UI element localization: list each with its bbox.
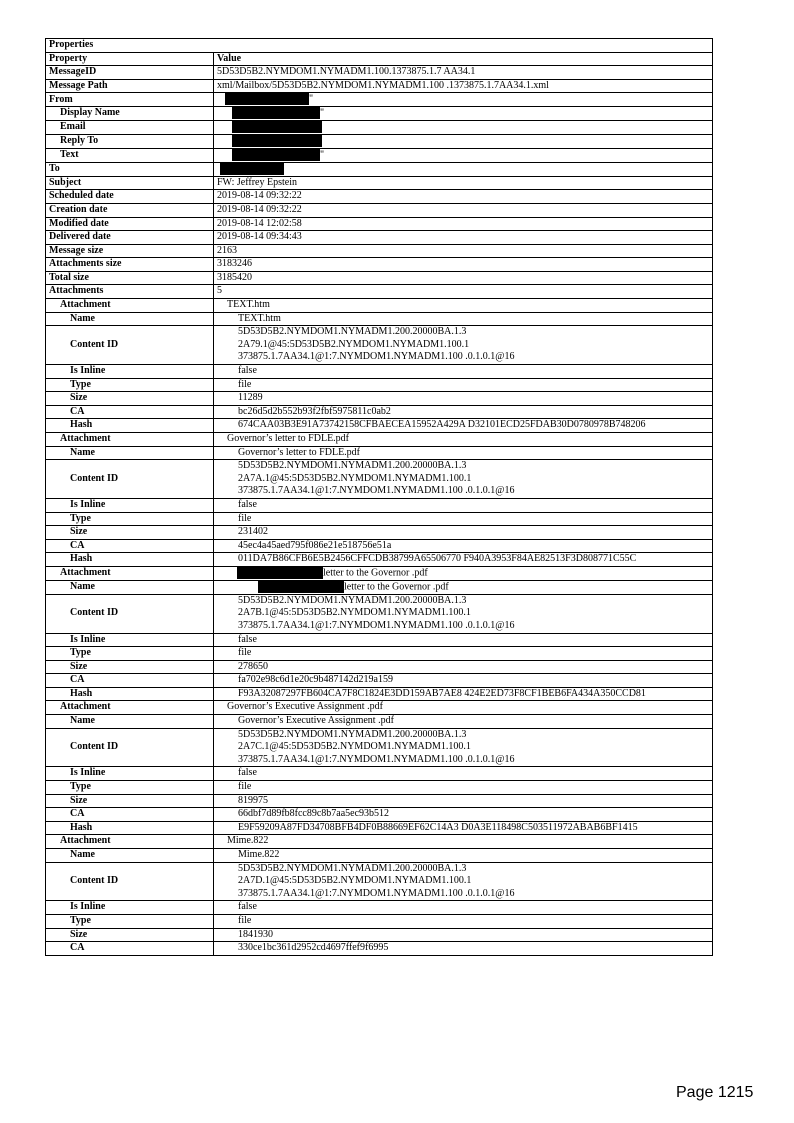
property-name: CA (46, 405, 214, 419)
redaction-box (232, 149, 320, 161)
property-value-text: 5 (217, 285, 222, 297)
property-value (214, 107, 713, 121)
property-value-text: letter to the Governor .pdf (344, 581, 449, 593)
property-name: CA (46, 539, 214, 553)
property-value (214, 244, 713, 258)
property-value-text: false (238, 633, 257, 645)
property-value-text: 5D53D5B2.NYMDOM1.NYMADM1.200.20000BA.1.3 2A7D.1@45:5D53D5B2.NYMDOM1.NYMADM1.100.1 373875.1.7AA34.1@1:7.NYMDOM1.NYMADM1.100 .0.1.0.1@16 (238, 862, 515, 899)
column-header-property: Property (46, 52, 214, 66)
property-value (214, 79, 713, 93)
property-value (214, 148, 713, 162)
property-value (214, 794, 713, 808)
table-row (46, 378, 713, 392)
table-row (46, 566, 713, 580)
property-value (214, 326, 713, 365)
table-row (46, 715, 713, 729)
table-row (46, 217, 713, 231)
property-value (214, 498, 713, 512)
table-row (46, 299, 713, 313)
table-row (46, 433, 713, 447)
property-value (214, 392, 713, 406)
property-value-text: 3183246 (217, 258, 252, 270)
table-row (46, 498, 713, 512)
table-row (46, 121, 713, 135)
property-value-text: 278650 (238, 660, 268, 672)
table-row (46, 460, 713, 499)
property-value (214, 285, 713, 299)
table-row (46, 66, 713, 80)
property-name: To (46, 162, 214, 176)
table-row (46, 928, 713, 942)
property-name: Content ID (46, 594, 214, 633)
property-value (214, 93, 713, 107)
property-name: Is Inline (46, 633, 214, 647)
table-row (46, 701, 713, 715)
property-value (214, 460, 713, 499)
table-row (46, 594, 713, 633)
property-value-text: 2019-08-14 09:32:22 (217, 203, 302, 215)
property-name: Attachment (46, 433, 214, 447)
property-value-text: TEXT.htm (227, 299, 270, 311)
property-name: Hash (46, 821, 214, 835)
table-row (46, 862, 713, 901)
property-value-text: 330ce1bc361d2952cd4697ffef9f6995 (238, 942, 389, 954)
property-value-text: 3185420 (217, 271, 252, 283)
property-name: Hash (46, 687, 214, 701)
property-name: Is Inline (46, 901, 214, 915)
property-value (214, 231, 713, 245)
property-name: Type (46, 781, 214, 795)
property-name: Delivered date (46, 231, 214, 245)
property-name: Reply To (46, 135, 214, 149)
property-value-text: xml/Mailbox/5D53D5B2.NYMDOM1.NYMADM1.100 .1373875.1.7AA34.1.xml (217, 79, 549, 91)
property-value-text: TEXT.htm (238, 312, 281, 324)
property-name: Size (46, 928, 214, 942)
table-row (46, 271, 713, 285)
property-value-text: 5D53D5B2.NYMDOM1.NYMADM1.200.20000BA.1.3 2A7A.1@45:5D53D5B2.NYMDOM1.NYMADM1.100.1 373875.1.7AA34.1@1:7.NYMDOM1.NYMADM1.100 .0.1.0.1@16 (238, 460, 515, 497)
property-value (214, 365, 713, 379)
property-name: Size (46, 794, 214, 808)
property-name: Name (46, 312, 214, 326)
table-row (46, 392, 713, 406)
table-row (46, 781, 713, 795)
table-row (46, 687, 713, 701)
property-value (214, 405, 713, 419)
property-value (214, 728, 713, 767)
table-row (46, 901, 713, 915)
page-number: Page 1215 (676, 1084, 754, 1101)
table-row (46, 674, 713, 688)
table-row (46, 633, 713, 647)
property-name: CA (46, 808, 214, 822)
property-value (214, 203, 713, 217)
property-name: Scheduled date (46, 190, 214, 204)
table-row (46, 135, 713, 149)
property-value (214, 942, 713, 956)
table-row (46, 312, 713, 326)
property-value (214, 176, 713, 190)
property-value-text: 2163 (217, 244, 237, 256)
property-value-text: file (238, 914, 252, 926)
property-value (214, 566, 713, 580)
table-row (46, 365, 713, 379)
property-value-text: file (238, 378, 252, 390)
property-name: Content ID (46, 728, 214, 767)
table-row (46, 326, 713, 365)
property-value (214, 594, 713, 633)
table-row (46, 553, 713, 567)
property-value (214, 217, 713, 231)
property-name: Subject (46, 176, 214, 190)
property-name: From (46, 93, 214, 107)
property-value-text: 66dbf7d89fb8fcc89c8b7aa5ec93b512 (238, 808, 390, 820)
redaction-box (225, 93, 309, 105)
property-name: Attachments (46, 285, 214, 299)
property-name: MessageID (46, 66, 214, 80)
property-value-text: F93A32087297FB604CA7F8C1824E3DD159AB7AE8 424E2ED73F8CF1BEB6FA434A350CCD81 (238, 687, 646, 699)
table-row (46, 728, 713, 767)
property-value-text: file (238, 647, 252, 659)
table-title: Properties (46, 39, 713, 53)
property-value-text: 231402 (238, 526, 268, 538)
property-value-text: 674CAA03B3E91A73742158CFBAECEA15952A429A D32101ECD25FDAB30D0780978B748206 (238, 419, 646, 431)
property-name: Content ID (46, 326, 214, 365)
property-value-text: bc26d5d2b552b93f2fbf5975811c0ab2 (238, 405, 391, 417)
property-value (214, 767, 713, 781)
property-name: Type (46, 647, 214, 661)
property-value (214, 162, 713, 176)
redaction-box (258, 581, 344, 593)
property-name: Size (46, 392, 214, 406)
property-value-text: Mime.822 (238, 849, 280, 860)
property-value-text: 2019-08-14 12:02:58 (217, 217, 302, 229)
property-value-text: fa702e98c6d1e20c9b487142d219a159 (238, 674, 393, 686)
property-value (214, 647, 713, 661)
table-row (46, 539, 713, 553)
property-value-text: false (238, 767, 257, 779)
property-value (214, 901, 713, 915)
property-name: Total size (46, 271, 214, 285)
property-name: Is Inline (46, 498, 214, 512)
property-value-text: false (238, 498, 257, 510)
property-name: Creation date (46, 203, 214, 217)
property-value-text: 819975 (238, 794, 268, 806)
property-value (214, 928, 713, 942)
property-name: Hash (46, 419, 214, 433)
property-value (214, 633, 713, 647)
property-value (214, 419, 713, 433)
table-row (46, 942, 713, 956)
property-value-text: Governor’s Executive Assignment .pdf (238, 715, 394, 727)
property-name: Content ID (46, 862, 214, 901)
table-row (46, 148, 713, 162)
property-name: Name (46, 849, 214, 863)
properties-table (45, 38, 713, 956)
property-value (214, 121, 713, 135)
table-row (46, 79, 713, 93)
property-name: Name (46, 715, 214, 729)
property-value-text: 5D53D5B2.NYMDOM1.NYMADM1.100.1373875.1.7 AA34.1 (217, 66, 476, 78)
property-value-text: 011DA7B86CFB6E5B2456CFFCDB38799A65506770 F940A3953F84AE82513F3D808771C55C (238, 553, 637, 565)
property-value-text: letter to the Governor .pdf (323, 567, 428, 579)
table-row (46, 107, 713, 121)
property-name: Type (46, 914, 214, 928)
property-name: Display Name (46, 107, 214, 121)
property-value (214, 781, 713, 795)
property-value-text: 1841930 (238, 928, 273, 940)
redaction-box (237, 567, 323, 579)
property-value (214, 701, 713, 715)
column-header-value: Value (214, 52, 713, 66)
property-value-text: Mime.822 (227, 835, 269, 847)
property-value (214, 835, 713, 849)
property-name: Text (46, 148, 214, 162)
property-name: Attachments size (46, 258, 214, 272)
property-value (214, 862, 713, 901)
property-name: Size (46, 526, 214, 540)
property-name: Is Inline (46, 767, 214, 781)
property-value (214, 66, 713, 80)
table-row (46, 231, 713, 245)
table-row (46, 93, 713, 107)
table-row (46, 849, 713, 863)
table-row (46, 258, 713, 272)
property-value-text: 5D53D5B2.NYMDOM1.NYMADM1.200.20000BA.1.3 2A7B.1@45:5D53D5B2.NYMDOM1.NYMADM1.100.1 373875.1.7AA34.1@1:7.NYMDOM1.NYMADM1.100 .0.1.0.1@16 (238, 594, 515, 631)
property-value (214, 821, 713, 835)
property-value (214, 580, 713, 594)
property-value-text: false (238, 901, 257, 913)
property-value (214, 553, 713, 567)
property-value (214, 271, 713, 285)
property-value (214, 433, 713, 447)
property-value (214, 660, 713, 674)
property-name: Content ID (46, 460, 214, 499)
table-row (46, 914, 713, 928)
property-name: Attachment (46, 566, 214, 580)
property-value (214, 808, 713, 822)
property-value-text: 5D53D5B2.NYMDOM1.NYMADM1.200.20000BA.1.3 2A79.1@45:5D53D5B2.NYMDOM1.NYMADM1.100.1 373875.1.7AA34.1@1:7.NYMDOM1.NYMADM1.100 .0.1.0.1@16 (238, 326, 515, 363)
property-value (214, 299, 713, 313)
table-row (46, 794, 713, 808)
property-value (214, 914, 713, 928)
table-row (46, 580, 713, 594)
property-name: Message Path (46, 79, 214, 93)
table-row (46, 203, 713, 217)
property-name: Name (46, 446, 214, 460)
property-value-text: FW: Jeffrey Epstein (217, 176, 297, 188)
table-row (46, 835, 713, 849)
table-row (46, 808, 713, 822)
property-name: Attachment (46, 299, 214, 313)
property-name: Name (46, 580, 214, 594)
property-name: Modified date (46, 217, 214, 231)
table-row (46, 419, 713, 433)
property-value-text: 2019-08-14 09:32:22 (217, 190, 302, 202)
property-value-text: " (309, 93, 314, 105)
property-value (214, 446, 713, 460)
table-row (46, 660, 713, 674)
property-name: CA (46, 942, 214, 956)
property-value (214, 849, 713, 863)
property-value-text: false (238, 365, 257, 377)
property-value (214, 135, 713, 149)
table-row (46, 512, 713, 526)
property-name: Hash (46, 553, 214, 567)
property-value (214, 526, 713, 540)
redaction-box (220, 163, 284, 175)
property-value (214, 258, 713, 272)
property-name: Attachment (46, 701, 214, 715)
property-name: Type (46, 378, 214, 392)
property-value (214, 539, 713, 553)
property-value (214, 378, 713, 392)
property-value (214, 190, 713, 204)
property-value (214, 715, 713, 729)
property-name: Is Inline (46, 365, 214, 379)
property-value-text: 11289 (238, 392, 263, 404)
property-value-text: 2019-08-14 09:34:43 (217, 231, 302, 243)
property-value-text: 5D53D5B2.NYMDOM1.NYMADM1.200.20000BA.1.3 2A7C.1@45:5D53D5B2.NYMDOM1.NYMADM1.100.1 373875.1.7AA34.1@1:7.NYMDOM1.NYMADM1.100 .0.1.0.1@16 (238, 728, 515, 765)
property-value (214, 312, 713, 326)
redaction-box (232, 135, 322, 147)
table-row (46, 821, 713, 835)
redaction-box (232, 121, 322, 133)
property-value-text: E9F59209A87FD34708BFB4DF0B88669EF62C14A3 D0A3E118498C503511972ABAB6BF1415 (238, 821, 638, 833)
table-row (46, 405, 713, 419)
property-value (214, 687, 713, 701)
table-header-row (46, 52, 713, 66)
property-name: CA (46, 674, 214, 688)
property-name: Size (46, 660, 214, 674)
table-row (46, 176, 713, 190)
table-row (46, 285, 713, 299)
property-value-text: " (320, 149, 325, 161)
table-row (46, 526, 713, 540)
property-value-text: Governor’s letter to FDLE.pdf (238, 446, 361, 458)
table-row (46, 446, 713, 460)
property-value-text: 45ec4a45aed795f086e21e518756e51a (238, 539, 392, 551)
property-value-text: Governor’s letter to FDLE.pdf (227, 433, 350, 444)
table-row (46, 767, 713, 781)
property-value-text: Governor’s Executive Assignment .pdf (227, 701, 383, 713)
table-row (46, 162, 713, 176)
redaction-box (232, 107, 320, 119)
property-value (214, 674, 713, 688)
table-row (46, 647, 713, 661)
property-name: Type (46, 512, 214, 526)
property-name: Attachment (46, 835, 214, 849)
property-value-text: file (238, 512, 252, 524)
property-name: Email (46, 121, 214, 135)
table-row (46, 190, 713, 204)
property-value-text: " (320, 107, 325, 119)
table-title-row (46, 39, 713, 53)
property-value-text: file (238, 781, 252, 793)
property-name: Message size (46, 244, 214, 258)
table-row (46, 244, 713, 258)
property-value (214, 512, 713, 526)
